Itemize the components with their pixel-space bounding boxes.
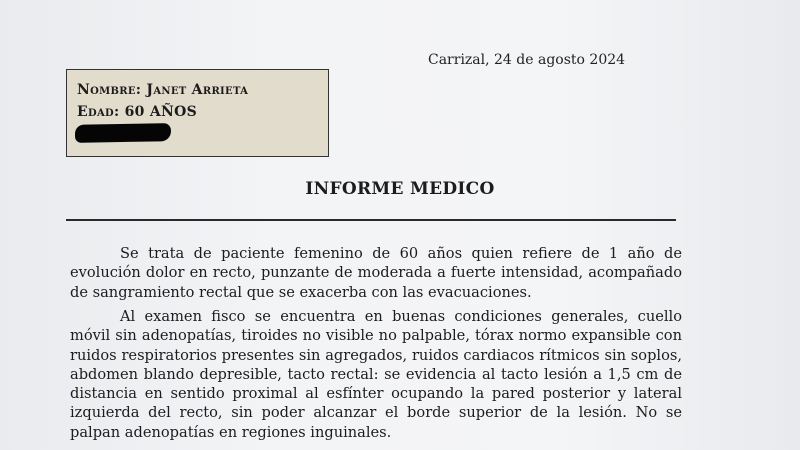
report-date: Carrizal, 24 de agosto 2024 bbox=[428, 52, 626, 68]
patient-age: Edad: 60 AÑOS bbox=[77, 104, 198, 120]
redaction-mark bbox=[75, 123, 171, 143]
title-divider bbox=[66, 219, 676, 221]
report-paragraph-1: Se trata de paciente femenino de 60 años quien refiere de 1 año de evolución dolor en recto, punzante de moderada a fuerte intensidad, acompañado de sangramiento rectal que se exacerba con las evacuaciones. bbox=[70, 245, 682, 301]
report-title: INFORME MEDICO bbox=[305, 179, 495, 199]
patient-info-box bbox=[66, 69, 329, 157]
report-paragraph-2: Al examen fisco se encuentra en buenas condiciones generales, cuello móvil sin adenopatías, tiroides no visible no palpable, tórax normo expansible con ruidos respiratorios presentes sin agregados, ruidos cardiacos rítmicos sin soplos, abdomen blando depresible, tacto rectal: se evidencia al tacto lesión a 1,5 cm de distancia en sentido proximal al esfínter ocupando la pared posterior y lateral izquierda del recto, sin poder alcanzar el borde superior de la lesión. No se palpan adenopatías en regiones inguinales. bbox=[70, 308, 682, 441]
patient-name: Nombre: Janet Arrieta bbox=[77, 82, 249, 98]
